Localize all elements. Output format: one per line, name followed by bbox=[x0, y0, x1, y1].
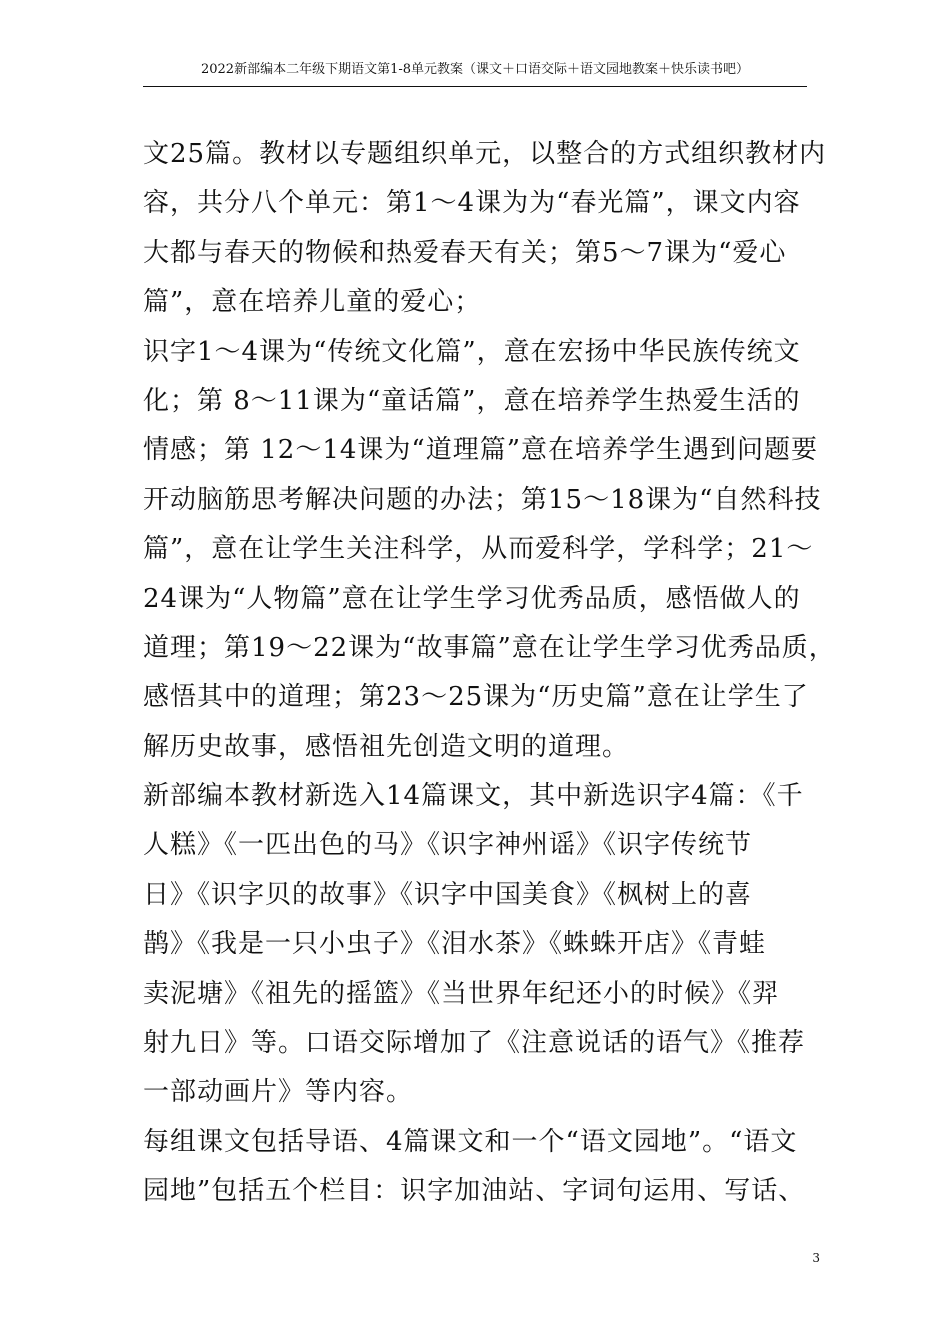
body-text bbox=[143, 130, 836, 1217]
text-line: 识字1～4课为“传统文化篇”，意在宏扬中华民族传统文 bbox=[143, 336, 801, 367]
text-line: 每组课文包括导语、4篇课文和一个“语文园地”。“语文 bbox=[143, 1126, 798, 1157]
text-line: 新部编本教材新选入14篇课文，其中新选识字4篇：《千 bbox=[143, 781, 804, 812]
text-line: 大都与春天的物候和热爱春天有关；第5～7课为“爱心 bbox=[143, 237, 787, 268]
text-line: 卖泥塘》《祖先的摇篮》《当世界年纪还小的时候》《羿 bbox=[143, 978, 780, 1009]
text-line: 解历史故事，感悟祖先创造文明的道理。 bbox=[143, 731, 630, 762]
text-line: 日》《识字贝的故事》《识字中国美食》《枫树上的喜 bbox=[143, 879, 753, 910]
text-line: 24课为“人物篇”意在让学生学习优秀品质，感悟做人的 bbox=[143, 583, 801, 614]
text-line: 开动脑筋思考解决问题的办法；第15～18课为“自然科技 bbox=[143, 484, 822, 515]
text-line: 鹊》《我是一只小虫子》《泪水茶》《蛛蛛开店》《青蛙 bbox=[143, 929, 767, 960]
text-line: 篇”，意在让学生关注科学，从而爱科学，学科学；21～ bbox=[143, 534, 814, 565]
text-line: 园地”包括五个栏目：识字加油站、字词句运用、写话、 bbox=[143, 1176, 806, 1207]
text-line: 篇”，意在培养儿童的爱心； bbox=[143, 287, 482, 318]
text-line: 感悟其中的道理；第23～25课为“历史篇”意在让学生了 bbox=[143, 682, 809, 713]
text-line: 道理；第19～22课为“故事篇”意在让学生学习优秀品质， bbox=[143, 632, 836, 663]
text-line: 情感；第 12～14课为“道理篇”意在培养学生遇到问题要 bbox=[143, 435, 819, 466]
text-line: 射九日》等。口语交际增加了《注意说话的语气》《推荐 bbox=[143, 1028, 806, 1059]
header-divider bbox=[143, 86, 807, 87]
text-line: 文25篇。教材以专题组织单元，以整合的方式组织教材内 bbox=[143, 139, 827, 169]
text-line: 人糕》《一匹出色的马》《识字神州谣》《识字传统节 bbox=[143, 830, 753, 861]
text-line: 容，共分八个单元：第1～4课为为“春光篇”，课文内容 bbox=[143, 188, 801, 219]
page-number: 3 bbox=[812, 1251, 820, 1265]
text-line: 化；第 8～11课为“童话篇”，意在培养学生热爱生活的 bbox=[143, 385, 801, 416]
text-line: 一部动画片》等内容。 bbox=[143, 1077, 414, 1108]
page-header: 2022新部编本二年级下期语文第1-8单元教案（课文＋口语交际＋语文园地教案＋快乐读书吧） bbox=[200, 62, 750, 77]
